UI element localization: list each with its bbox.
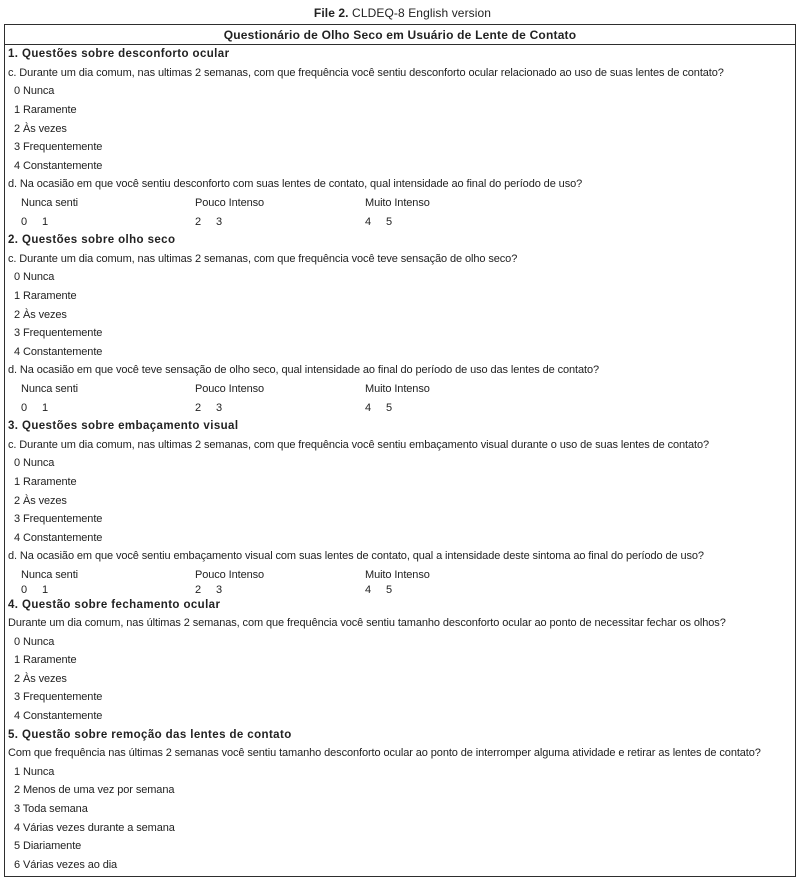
option-row: 2 Menos de uma vez por semana bbox=[14, 784, 175, 797]
figure-caption-label: File 2. bbox=[313, 6, 349, 20]
option-row: 4 Constantemente bbox=[14, 345, 103, 358]
scale-number-pair bbox=[195, 584, 365, 595]
scale-numbers-row bbox=[5, 212, 795, 231]
scale-label: Pouco Intenso bbox=[195, 197, 265, 210]
scale-label: Nunca senti bbox=[21, 197, 78, 210]
scale-number: 0 bbox=[21, 215, 28, 228]
scale-number: 5 bbox=[386, 401, 393, 414]
scale-number-pair bbox=[365, 402, 392, 414]
scale-number: 1 bbox=[42, 215, 49, 228]
option-row: 4 Constantemente bbox=[14, 159, 103, 172]
section-heading: 4. Questão sobre fechamento ocular bbox=[8, 598, 221, 611]
scale-number: 5 bbox=[386, 215, 393, 228]
option-row: 0 Nunca bbox=[14, 85, 55, 98]
option-row: 0 Nunca bbox=[14, 271, 55, 284]
option-row: 1 Raramente bbox=[14, 104, 77, 117]
scale-numbers-row bbox=[5, 398, 795, 417]
scale-number-pair bbox=[195, 216, 365, 228]
option-row: 4 Constantemente bbox=[14, 531, 103, 544]
option-row: 3 Frequentemente bbox=[14, 327, 103, 340]
scale-number: 2 bbox=[195, 401, 202, 414]
scale-number-pair bbox=[21, 402, 195, 414]
section-heading: 1. Questões sobre desconforto ocular bbox=[8, 48, 230, 61]
scale-number-pair bbox=[195, 402, 365, 414]
option-row: 0 Nunca bbox=[14, 457, 55, 470]
scale-label: Muito Intenso bbox=[365, 197, 430, 210]
questionnaire-table bbox=[4, 24, 796, 877]
question-row: Com que frequência nas últimas 2 semanas você sentiu tamanho desconforto ocular ao ponto de interromper alguma atividade e retirar as lentes de contato? bbox=[8, 747, 761, 760]
option-row: 1 Raramente bbox=[14, 475, 77, 488]
question-row: d. Na ocasião em que você sentiu desconforto com suas lentes de contato, qual intensidade ao final do período de uso? bbox=[8, 178, 583, 191]
option-row: 2 Às vezes bbox=[14, 494, 67, 507]
question-row: c. Durante um dia comum, nas ultimas 2 semanas, com que frequência você teve sensação de olho seco? bbox=[8, 252, 518, 265]
scale-number: 3 bbox=[216, 401, 223, 414]
figure-caption-text: CLDEQ-8 English version bbox=[348, 6, 492, 20]
scale-label: Nunca senti bbox=[21, 568, 78, 581]
scale-number: 5 bbox=[386, 584, 393, 596]
scale-number-pair bbox=[21, 216, 195, 228]
scale-labels-row bbox=[5, 194, 795, 213]
option-row: 2 Às vezes bbox=[14, 308, 67, 321]
option-row: 2 Às vezes bbox=[14, 672, 67, 685]
option-row: 4 Várias vezes durante a semana bbox=[14, 821, 175, 834]
scale-label: Muito Intenso bbox=[365, 382, 430, 395]
section-heading: 3. Questões sobre embaçamento visual bbox=[8, 420, 239, 433]
table-header: Questionário de Olho Seco em Usuário de Lente de Contato bbox=[5, 25, 795, 45]
option-row: 2 Às vezes bbox=[14, 122, 67, 135]
option-row: 3 Toda semana bbox=[14, 803, 88, 816]
scale-number: 2 bbox=[195, 584, 202, 596]
scale-label: Pouco Intenso bbox=[195, 382, 265, 395]
scale-number: 4 bbox=[365, 401, 372, 414]
scale-number: 2 bbox=[195, 215, 202, 228]
scale-number: 4 bbox=[365, 584, 372, 596]
scale-number: 0 bbox=[21, 401, 28, 414]
option-row: 3 Frequentemente bbox=[14, 141, 103, 154]
question-row: d. Na ocasião em que você teve sensação de olho seco, qual intensidade ao final do período de uso das lentes de contato? bbox=[8, 364, 599, 377]
scale-number: 3 bbox=[216, 215, 223, 228]
section-heading: 5. Questão sobre remoção das lentes de contato bbox=[8, 728, 292, 741]
question-row: Durante um dia comum, nas últimas 2 semanas, com que frequência você sentiu tamanho desconforto ocular ao ponto de necessitar fechar os olhos? bbox=[8, 617, 726, 630]
section-heading: 2. Questões sobre olho seco bbox=[8, 234, 176, 247]
scale-number: 1 bbox=[42, 584, 49, 596]
question-row: d. Na ocasião em que você sentiu embaçamento visual com suas lentes de contato, qual a intensidade deste sintoma ao final do período de uso? bbox=[8, 550, 704, 563]
scale-label: Muito Intenso bbox=[365, 568, 430, 581]
option-row: 6 Várias vezes ao dia bbox=[14, 858, 118, 871]
scale-label: Pouco Intenso bbox=[195, 568, 265, 581]
scale-labels-row bbox=[5, 566, 795, 585]
question-row: c. Durante um dia comum, nas ultimas 2 semanas, com que frequência você sentiu embaçamento visual durante o uso de suas lentes de contato? bbox=[8, 438, 709, 451]
option-row: 1 Raramente bbox=[14, 290, 77, 303]
option-row: 1 Nunca bbox=[14, 765, 55, 778]
figure-caption bbox=[0, 0, 805, 24]
scale-labels-row bbox=[5, 380, 795, 399]
option-row: 3 Frequentemente bbox=[14, 513, 103, 526]
option-row: 3 Frequentemente bbox=[14, 691, 103, 704]
table-body bbox=[5, 45, 795, 876]
option-row: 5 Diariamente bbox=[14, 840, 82, 853]
option-row: 4 Constantemente bbox=[14, 710, 103, 723]
scale-number-pair bbox=[365, 584, 392, 595]
option-row: 0 Nunca bbox=[14, 635, 55, 648]
scale-number-pair bbox=[365, 216, 392, 228]
question-row: c. Durante um dia comum, nas ultimas 2 semanas, com que frequência você sentiu desconforto ocular relacionado ao uso de suas lentes de contato? bbox=[8, 66, 724, 79]
option-row: 1 Raramente bbox=[14, 654, 77, 667]
scale-number: 0 bbox=[21, 584, 28, 596]
scale-number: 1 bbox=[42, 401, 49, 414]
scale-number: 4 bbox=[365, 215, 372, 228]
scale-number-pair bbox=[21, 584, 195, 595]
scale-number: 3 bbox=[216, 584, 223, 596]
scale-numbers-row bbox=[5, 584, 795, 595]
scale-label: Nunca senti bbox=[21, 382, 78, 395]
